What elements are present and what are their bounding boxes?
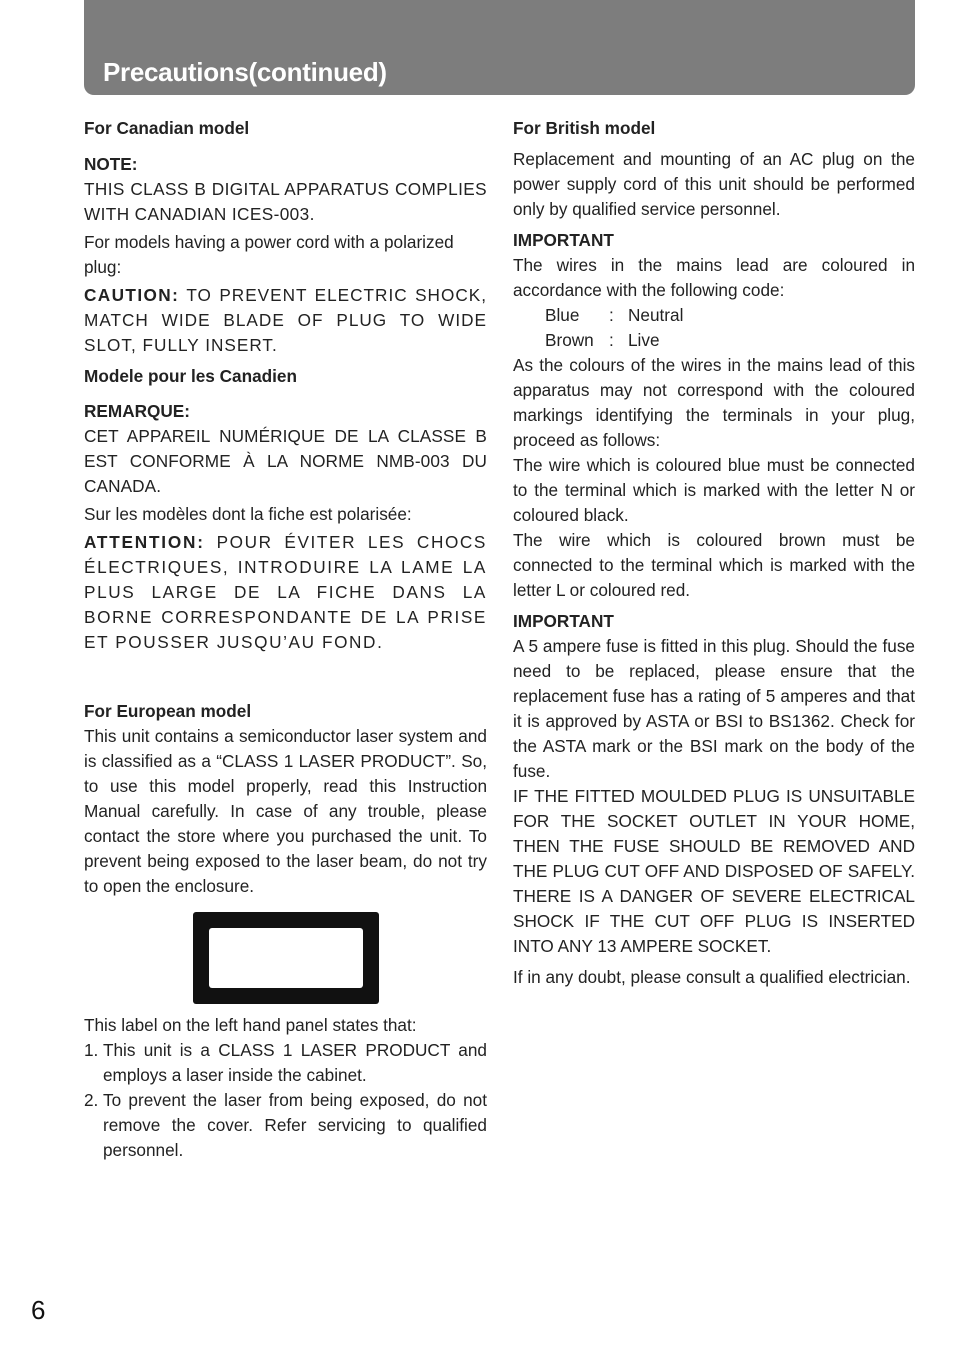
wire-separator: : <box>609 330 614 350</box>
wire-colour: Blue <box>545 305 580 325</box>
note-label: NOTE: <box>84 154 138 174</box>
canadian-heading: For Canadian model <box>84 118 250 138</box>
remarque-label: REMARQUE: <box>84 401 190 421</box>
list-item <box>84 1088 487 1163</box>
polarisee-text: Sur les modèles dont la fiche est polarisée: <box>84 504 412 524</box>
european-text: This unit contains a semiconductor laser system and is classified as a “CLASS 1 LASER PRODUCT”. So, to use this model properly, read this Instruction Manual carefully. In case of any trouble, please contact the store where you purchased the unit. To prevent being exposed to the laser beam, do not try to open the enclosure. <box>84 726 487 896</box>
doubt-text: If in any doubt, please consult a qualified electrician. <box>513 967 911 987</box>
page-title: Precautions(continued) <box>103 57 387 87</box>
left-column <box>84 116 487 1163</box>
wire-meaning: Live <box>628 330 660 350</box>
british-heading: For British model <box>513 118 656 138</box>
wire-meaning: Neutral <box>628 305 684 325</box>
attention-paragraph <box>84 530 487 655</box>
fuse-text: A 5 ampere fuse is fitted in this plug. Should the fuse need to be replaced, please ensure that the replacement fuse has a rating of 5 amperes and that it is approved by ASTA or BSI to BS1362. Check for the ASTA mark or the BSI mark on the body of the fuse. <box>513 636 915 781</box>
laser-product-label-image <box>193 912 379 1004</box>
list-item-text: This unit is a CLASS 1 LASER PRODUCT and employs a laser inside the cabinet. <box>103 1040 487 1085</box>
wire-code-row <box>513 328 915 353</box>
moulded-plug-text: IF THE FITTED MOULDED PLUG IS UNSUITABLE FOR THE SOCKET OUTLET IN YOUR HOME, THEN THE FUSE SHOULD BE REMOVED AND THE PLUG CUT OFF AND DISPOSED OF SAFELY. THERE IS A DANGER OF SEVERE ELECTRICAL SHOCK IF THE CUT OFF PLUG IS INSERTED INTO ANY 13 AMPERE SOCKET. <box>513 786 915 956</box>
wire-colour: Brown <box>545 330 594 350</box>
canadien-heading: Modele pour les Canadien <box>84 366 297 386</box>
list-item-text: To prevent the laser from being exposed, do not remove the cover. Refer servicing to qualified personnel. <box>103 1090 487 1160</box>
note-text: THIS CLASS B DIGITAL APPARATUS COMPLIES WITH CANADIAN ICES-003. <box>84 179 487 224</box>
attention-label: ATTENTION: <box>84 532 205 552</box>
laser-label-blank-area <box>209 928 363 988</box>
caution-text: TO PREVENT ELECTRIC SHOCK, MATCH WIDE BLADE OF PLUG TO WIDE SLOT, FULLY INSERT. <box>84 285 487 355</box>
important-label-2: IMPORTANT <box>513 611 614 631</box>
british-text: Replacement and mounting of an AC plug on the power supply cord of this unit should be performed only by qualified service personnel. <box>513 149 915 219</box>
laser-label-wrapper <box>84 912 487 1004</box>
remarque-text: CET APPAREIL NUMÉRIQUE DE LA CLASSE B EST CONFORME À LA NORME NMB-003 DU CANADA. <box>84 426 487 496</box>
important-text-1: The wires in the mains lead are coloured in accordance with the following code: <box>513 255 915 300</box>
blue-wire-text: The wire which is coloured blue must be connected to the terminal which is marked with the letter N or coloured black. <box>513 455 915 525</box>
right-column <box>513 116 915 990</box>
important-label-1: IMPORTANT <box>513 230 614 250</box>
wire-code-row <box>513 303 915 328</box>
list-item <box>84 1038 487 1088</box>
label-intro: This label on the left hand panel states that: <box>84 1015 417 1035</box>
caution-label: CAUTION: <box>84 285 180 305</box>
list-item-number: 2. <box>84 1090 99 1110</box>
list-item-number: 1. <box>84 1040 99 1060</box>
page-number: 6 <box>31 1295 46 1325</box>
attention-text: POUR ÉVITER LES CHOCS ÉLECTRIQUES, INTRODUIRE LA LAME LA PLUS LARGE DE LA FICHE DANS LA BORNE CORRESPONDANTE DE LA PRISE ET POUSSER JUSQU’AU FOND. <box>84 532 487 652</box>
wire-separator: : <box>609 305 614 325</box>
brown-wire-text: The wire which is coloured brown must be connected to the terminal which is marked with the letter L or coloured red. <box>513 530 915 600</box>
colours-text: As the colours of the wires in the mains lead of this apparatus may not correspond with the coloured markings identifying the terminals in your plug, proceed as follows: <box>513 355 915 450</box>
caution-paragraph <box>84 283 487 358</box>
european-heading: For European model <box>84 701 252 721</box>
page-header <box>84 0 915 95</box>
wire-code-table <box>513 303 915 353</box>
laser-label-list <box>84 1038 487 1163</box>
polarized-text: For models having a power cord with a polarized plug: <box>84 232 454 277</box>
